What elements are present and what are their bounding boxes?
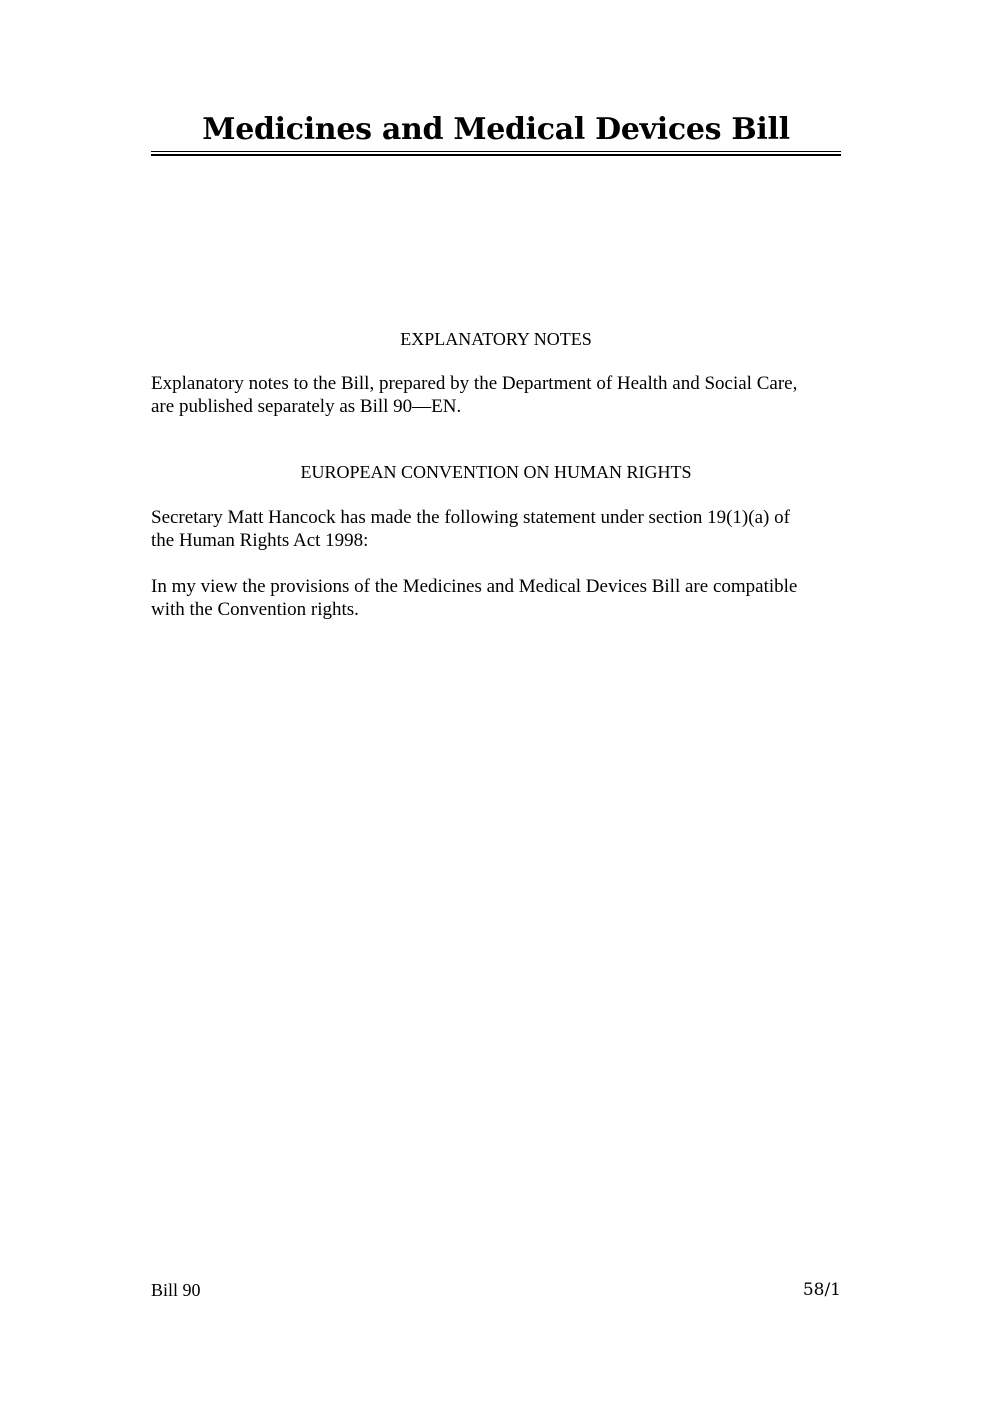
footer-bill-number: Bill 90 xyxy=(151,1280,201,1300)
title-rule-thick xyxy=(151,154,841,156)
explanatory-notes-heading: EXPLANATORY NOTES xyxy=(400,329,592,349)
echr-statement-line-1: Secretary Matt Hancock has made the following statement under section 19(1)(a) of xyxy=(151,507,790,528)
echr-view-line-1: In my view the provisions of the Medicines and Medical Devices Bill are compatible xyxy=(151,576,798,597)
echr-statement-line-2: the Human Rights Act 1998: xyxy=(151,530,369,551)
echr-view-line-2: with the Convention rights. xyxy=(151,599,359,620)
echr-heading: EUROPEAN CONVENTION ON HUMAN RIGHTS xyxy=(300,462,692,482)
explanatory-notes-line-2: are published separately as Bill 90—EN. xyxy=(151,396,462,417)
explanatory-notes-line-1: Explanatory notes to the Bill, prepared by the Department of Health and Social Care, xyxy=(151,373,798,394)
explanatory-notes-paragraph xyxy=(151,372,841,418)
bill-title: Medicines and Medical Devices Bill xyxy=(202,112,790,147)
echr-statement-paragraph xyxy=(151,506,841,552)
footer-print-reference: 58/1 xyxy=(802,1280,841,1300)
title-rule-thin xyxy=(151,151,841,152)
echr-view-paragraph xyxy=(151,575,841,621)
